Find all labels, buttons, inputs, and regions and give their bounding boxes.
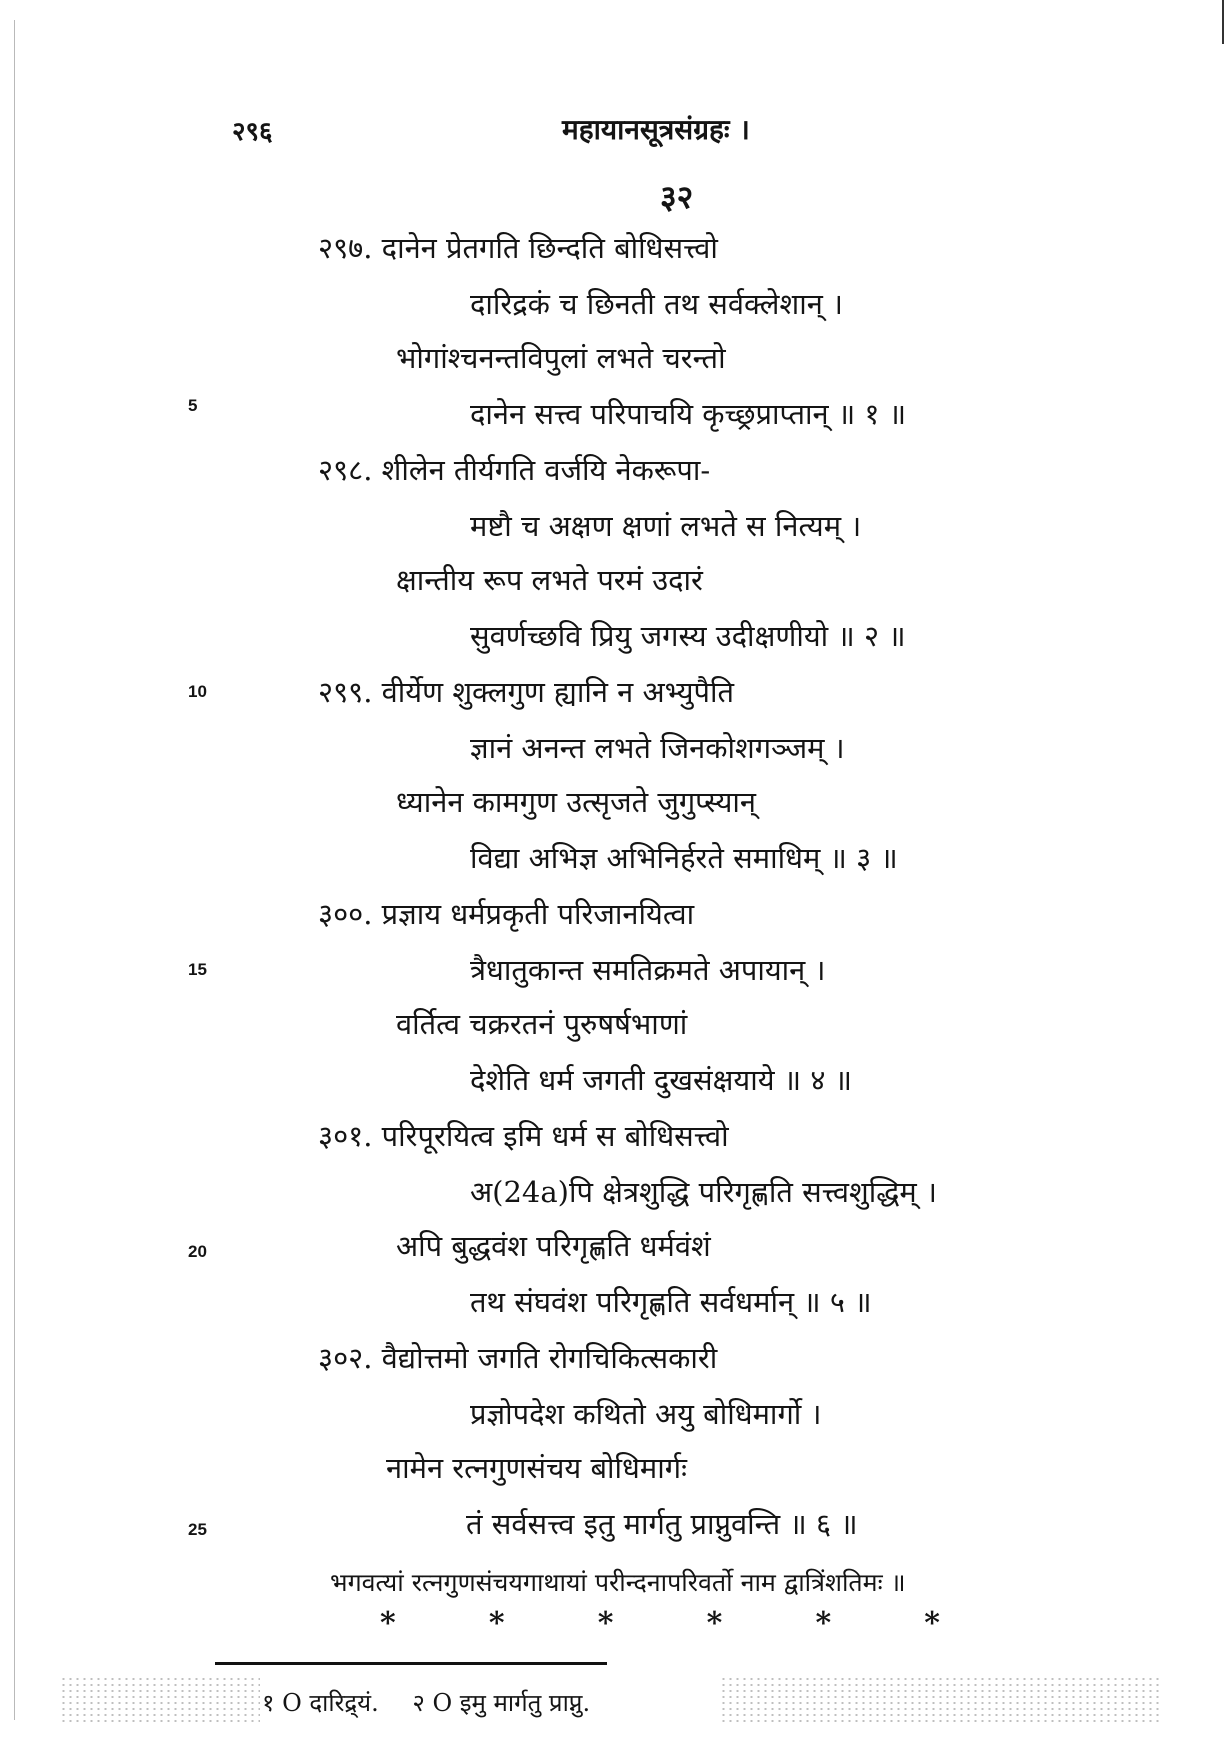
footnote: १ O दारिद्र्यं. [262,1689,379,1717]
page-number: २९६ [232,117,273,147]
verse-line: ३०२. वैद्योत्तमो जगति रोगचिकित्सकारी [318,1341,718,1375]
line-number: 25 [188,1520,207,1539]
line-number: 10 [188,682,207,701]
separator-star: * [815,1606,832,1641]
verse-line: सुवर्णच्छवि प्रियु जगस्य उदीक्षणीयो ॥ २ ॥ [470,619,906,653]
footnote: २ O इमु मार्गतु प्राप्नु. [412,1689,591,1717]
verse-line: त्रैधातुकान्त समतिक्रमते अपायान् । [470,953,826,987]
verse-line: ज्ञानं अनन्त लभते जिनकोशगञ्जम् । [470,731,845,765]
chapter-colophon: भगवत्यां रत्नगुणसंचयगाथायां परीन्दनापरिवर्तो नाम द्वात्रिंशतिमः ॥ [330,1568,906,1597]
verse-line: भोगांश्चनन्तविपुलां लभते चरन्तो [396,341,726,375]
verse-line: ३०१. परिपूरयित्व इमि धर्म स बोधिसत्त्वो [318,1119,729,1153]
page-edge-line [14,20,15,1720]
footnote-rule [215,1662,607,1665]
separator-star: * [924,1606,940,1641]
scan-noise [720,1676,1160,1726]
line-number: 5 [188,396,198,415]
verse-line: दानेन सत्त्व परिपाचयि कृच्छ्रप्राप्तान् ॥ १ ॥ [470,397,907,431]
verse-line: ध्यानेन कामगुण उत्सृजते जुगुप्स्यान् [396,785,756,819]
corner-mark [1192,0,1224,44]
verse-line: विद्या अभिज्ञ अभिनिर्हरते समाधिम् ॥ ३ ॥ [470,841,898,875]
verse-line: क्षान्तीय रूप लभते परमं उदारं [396,563,703,597]
scan-noise [60,1676,260,1726]
separator-star: * [380,1606,396,1641]
verse-line: प्रज्ञोपदेश कथितो अयु बोधिमार्गो । [470,1397,822,1431]
separator-star: * [597,1606,614,1641]
running-title: महायानसूत्रसंग्रहः । [562,113,750,146]
verse-line: दारिद्रकं च छिनती तथ सर्वक्लेशान् । [470,287,844,321]
verse-line: नामेन रत्नगुणसंचय बोधिमार्गः [386,1451,687,1485]
verse-line: ३००. प्रज्ञाय धर्मप्रकृती परिजानयित्वा [318,897,695,931]
verse-line: तथ संघवंश परिगृह्णति सर्वधर्मान् ॥ ५ ॥ [470,1285,872,1319]
section-separator [380,1606,940,1641]
verse-line: अपि बुद्धवंश परिगृह्णति धर्मवंशं [396,1229,711,1263]
verse-line: २९८. शीलेन तीर्यगति वर्जयि नेकरूपा- [318,453,711,487]
line-number: 15 [188,960,207,979]
verse-line: देशेति धर्म जगती दुखसंक्षयाये ॥ ४ ॥ [470,1063,853,1097]
chapter-number: ३२ [660,178,694,216]
verse-line: २९७. दानेन प्रेतगति छिन्दति बोधिसत्त्वो [318,231,718,265]
separator-star: * [706,1606,723,1641]
verse-line: मष्टौ च अक्षण क्षणां लभते स नित्यम् । [470,509,862,543]
verse-line: २९९. वीर्येण शुक्लगुण ह्यानि न अभ्युपैति [318,675,735,709]
footnotes [262,1686,616,1719]
line-number: 20 [188,1242,207,1261]
verse-line: वर्तित्व चक्ररतनं पुरुषर्षभाणां [396,1007,688,1041]
verse-line: अ(24a)पि क्षेत्रशुद्धि परिगृह्णति सत्त्वशुद्धिम् । [470,1175,937,1209]
separator-star: * [488,1606,505,1641]
verse-line: तं सर्वसत्त्व इतु मार्गतु प्राप्नुवन्ति ॥ ६ ॥ [466,1507,858,1541]
